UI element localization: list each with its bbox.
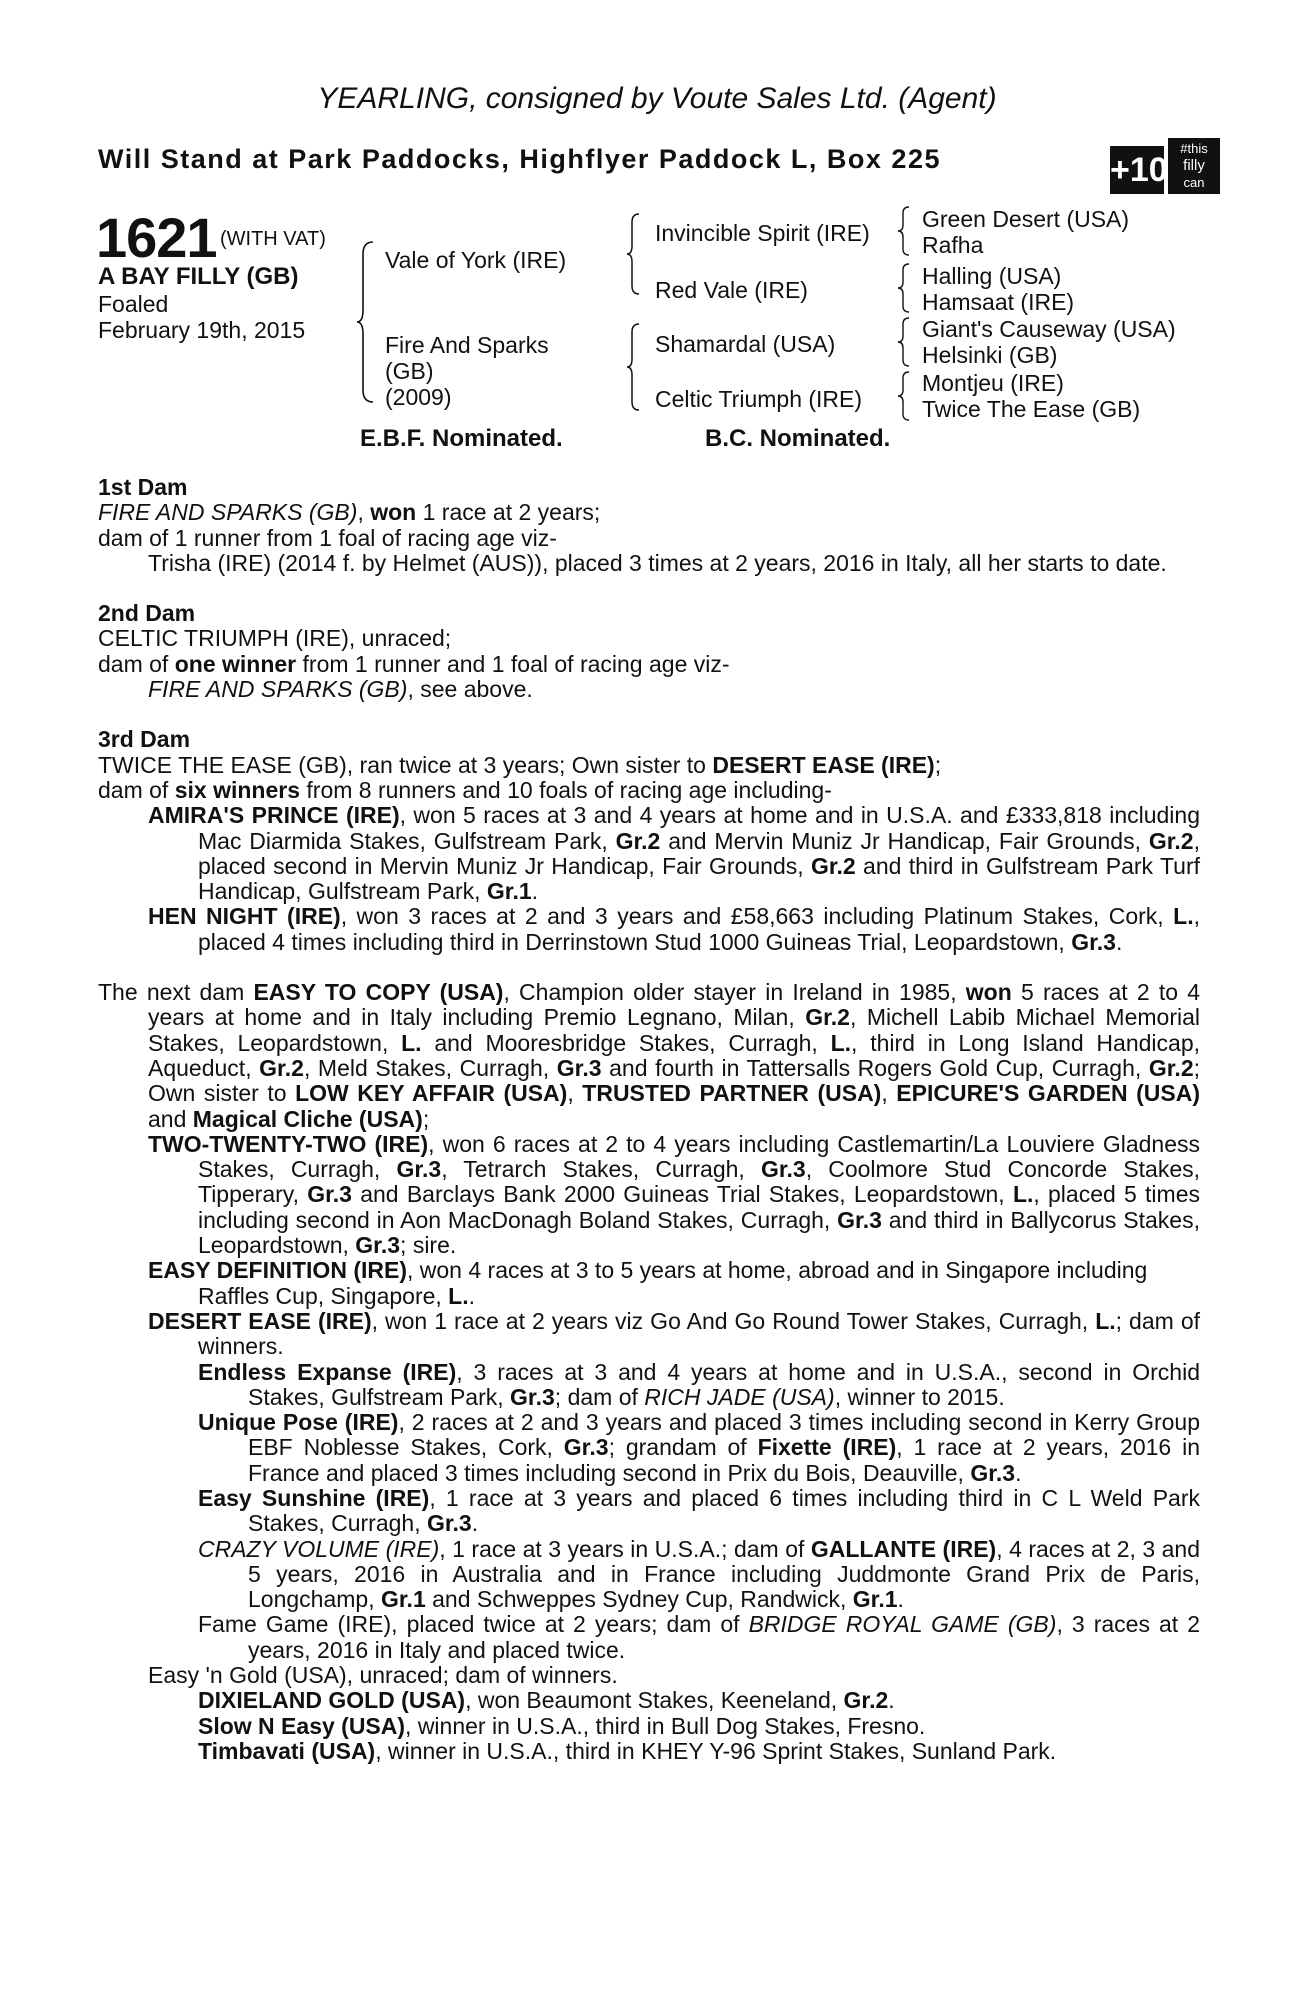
sire-dam: Red Vale (IRE)	[655, 277, 808, 303]
sire-name: Vale of York (IRE)	[385, 247, 567, 273]
brace-gen3-1	[896, 205, 912, 257]
third-dam-line2: dam of six winners from 8 runners and 10 foals of racing age including-	[98, 776, 832, 803]
ds-dam: Helsinki (GB)	[922, 342, 1058, 368]
third-dam-line1: TWICE THE EASE (GB), ran twice at 3 years; Own sister to DESERT EASE (IRE);	[98, 751, 942, 778]
first-dam-heading: 1st Dam	[98, 474, 188, 500]
ebf-nominated: E.B.F. Nominated.	[360, 425, 563, 452]
produce-endless-expanse: Endless Expanse (IRE), 3 races at 3 and 4 years at home and in U.S.A., second in Orchid Stakes, Gulfstream Park, Gr.3; dam of RICH JADE (USA), winner to 2015.	[198, 1358, 1201, 1410]
thisfillycan-logo: #this filly can	[1168, 138, 1220, 194]
produce-fame-game: Fame Game (IRE), placed twice at 2 years; dam of BRIDGE ROYAL GAME (GB), 3 races at 2 years, 2016 in Italy and placed twice.	[198, 1611, 1200, 1663]
logo	[1110, 138, 1220, 194]
brace-gen3-2	[896, 262, 912, 314]
brace-gen3-3	[896, 316, 912, 368]
brace-gen3-4	[896, 370, 912, 422]
ss-dam: Rafha	[922, 232, 984, 258]
second-dam-produce: FIRE AND SPARKS (GB), see above.	[148, 676, 533, 703]
lot-number: 1621	[96, 206, 217, 269]
dam-dam: Celtic Triumph (IRE)	[655, 386, 863, 412]
produce-two-twenty-two: TWO-TWENTY-TWO (IRE), won 6 races at 2 to 4 years including Castlemartin/La Louviere Gladness Stakes, Curragh, Gr.3, Tetrarch Stakes, Curragh, Gr.3, Coolmore Stud Concorde Stakes, Tipperary, Gr.3 and Barclays Bank 2000 Guineas Trial Stakes, Leopardstown, L., placed 5 times including second in Aon MacDonagh Boland Stakes, Curragh, Gr.3 and third in Ballycorus Stakes, Leopardstown, Gr.3; sire.	[148, 1130, 1201, 1259]
dd-dam: Twice The Ease (GB)	[922, 396, 1141, 422]
produce-easy-definition: EASY DEFINITION (IRE), won 4 races at 3 to 5 years at home, abroad and in Singapore including Raffles Cup, Singapore, L..	[148, 1257, 1148, 1309]
sire-sire: Invincible Spirit (IRE)	[655, 220, 870, 246]
produce-timbavati: Timbavati (USA), winner in U.S.A., third in KHEY Y-96 Sprint Stakes, Sunland Park.	[198, 1737, 1057, 1764]
next-dam-paragraph: The next dam EASY TO COPY (USA), Champion older stayer in Ireland in 1985, won 5 races at 2 to 4 years at home and in Italy including Premio Legnano, Milan, Gr.2, Michell Labib Michael Memorial Stakes, Leopardstown, L. and Mooresbridge Stakes, Curragh, L., third in Long Island Handicap, Aqueduct, Gr.2, Meld Stakes, Curragh, Gr.3 and fourth in Tattersalls Rogers Gold Cup, Curragh, Gr.2; Own sister to LOW KEY AFFAIR (USA), TRUSTED PARTNER (USA), EPICURE'S GARDEN (USA) and Magical Cliche (USA);	[98, 979, 1201, 1132]
bc-nominated: B.C. Nominated.	[705, 425, 891, 452]
produce-unique-pose: Unique Pose (IRE), 2 races at 2 and 3 years and placed 3 times including second in Kerry Group EBF Noblesse Stakes, Cork, Gr.3; grandam of Fixette (IRE), 1 race at 2 years, 2016 in France and placed 3 times including second in Prix du Bois, Deauville, Gr.3.	[198, 1409, 1200, 1486]
produce-hen-night: HEN NIGHT (IRE), won 3 races at 2 and 3 years and £58,663 including Platinum Stakes, Cork, L., placed 4 times including third in Derrinstown Stud 1000 Guineas Trial, Leopardstown, Gr.3.	[148, 903, 1200, 955]
produce-desert-ease: DESERT EASE (IRE), won 1 race at 2 years viz Go And Go Round Tower Stakes, Curragh, L.; dam of winners.	[148, 1307, 1200, 1360]
first-dam-line1: FIRE AND SPARKS (GB), won 1 race at 2 years;	[98, 499, 601, 526]
pedigree-brace-sire	[625, 212, 643, 296]
plus10-logo: +10	[1110, 146, 1164, 194]
first-dam-produce: Trisha (IRE) (2014 f. by Helmet (AUS)), placed 3 times at 2 years, 2016 in Italy, all her starts to date.	[148, 549, 1167, 576]
foaled-info: Foaled February 19th, 2015	[98, 291, 306, 343]
produce-crazy-volume: CRAZY VOLUME (IRE), 1 race at 3 years in U.S.A.; dam of GALLANTE (IRE), 4 races at 2, 3 and 5 years, 2016 in Australia and in France including Juddmonte Grand Prix de Paris, Longchamp, Gr.1 and Schweppes Sydney Cup, Randwick, Gr.1.	[198, 1535, 1201, 1613]
sd-sire: Halling (USA)	[922, 263, 1062, 289]
dam-name: Fire And Sparks (GB) (2009)	[385, 332, 549, 410]
third-dam-heading: 3rd Dam	[98, 726, 191, 753]
ds-sire: Giant's Causeway (USA)	[922, 316, 1176, 342]
second-dam-line1: CELTIC TRIUMPH (IRE), unraced;	[98, 625, 452, 652]
produce-dixieland-gold: DIXIELAND GOLD (USA), won Beaumont Stakes, Keeneland, Gr.2.	[198, 1687, 895, 1714]
produce-slow-n-easy: Slow N Easy (USA), winner in U.S.A., third in Bull Dog Stakes, Fresno.	[198, 1712, 926, 1739]
produce-amiras-prince: AMIRA'S PRINCE (IRE), won 5 races at 3 and 4 years at home and in U.S.A. and £333,818 including Mac Diarmida Stakes, Gulfstream Park, Gr.2 and Mervin Muniz Jr Handicap, Fair Grounds, Gr.2, placed second in Mervin Muniz Jr Handicap, Fair Grounds, Gr.2 and third in Gulfstream Park Turf Handicap, Gulfstream Park, Gr.1.	[148, 802, 1200, 905]
ss-sire: Green Desert (USA)	[922, 206, 1130, 232]
produce-easy-sunshine: Easy Sunshine (IRE), 1 race at 3 years and placed 6 times including third in C L Weld Park Stakes, Curragh, Gr.3.	[198, 1484, 1200, 1537]
dam-sire: Shamardal (USA)	[655, 331, 836, 357]
second-dam-heading: 2nd Dam	[98, 600, 196, 627]
dd-sire: Montjeu (IRE)	[922, 370, 1064, 396]
horse-name: A BAY FILLY (GB)	[98, 263, 299, 290]
produce-easy-n-gold: Easy 'n Gold (USA), unraced; dam of winners.	[148, 1662, 618, 1689]
first-dam-line2: dam of 1 runner from 1 foal of racing age viz-	[98, 524, 557, 551]
sd-dam: Hamsaat (IRE)	[922, 289, 1075, 315]
second-dam-line2: dam of one winner from 1 runner and 1 foal of racing age viz-	[98, 650, 730, 677]
pedigree-brace-dam	[625, 322, 643, 412]
page-title: YEARLING, consigned by Voute Sales Ltd. (Agent)	[317, 82, 997, 115]
pedigree-brace-main	[355, 240, 377, 405]
vat-label: (WITH VAT)	[220, 228, 326, 250]
location-line: Will Stand at Park Paddocks, Highflyer Paddock L, Box 225	[98, 144, 941, 174]
dam-summary	[98, 475, 1200, 1764]
